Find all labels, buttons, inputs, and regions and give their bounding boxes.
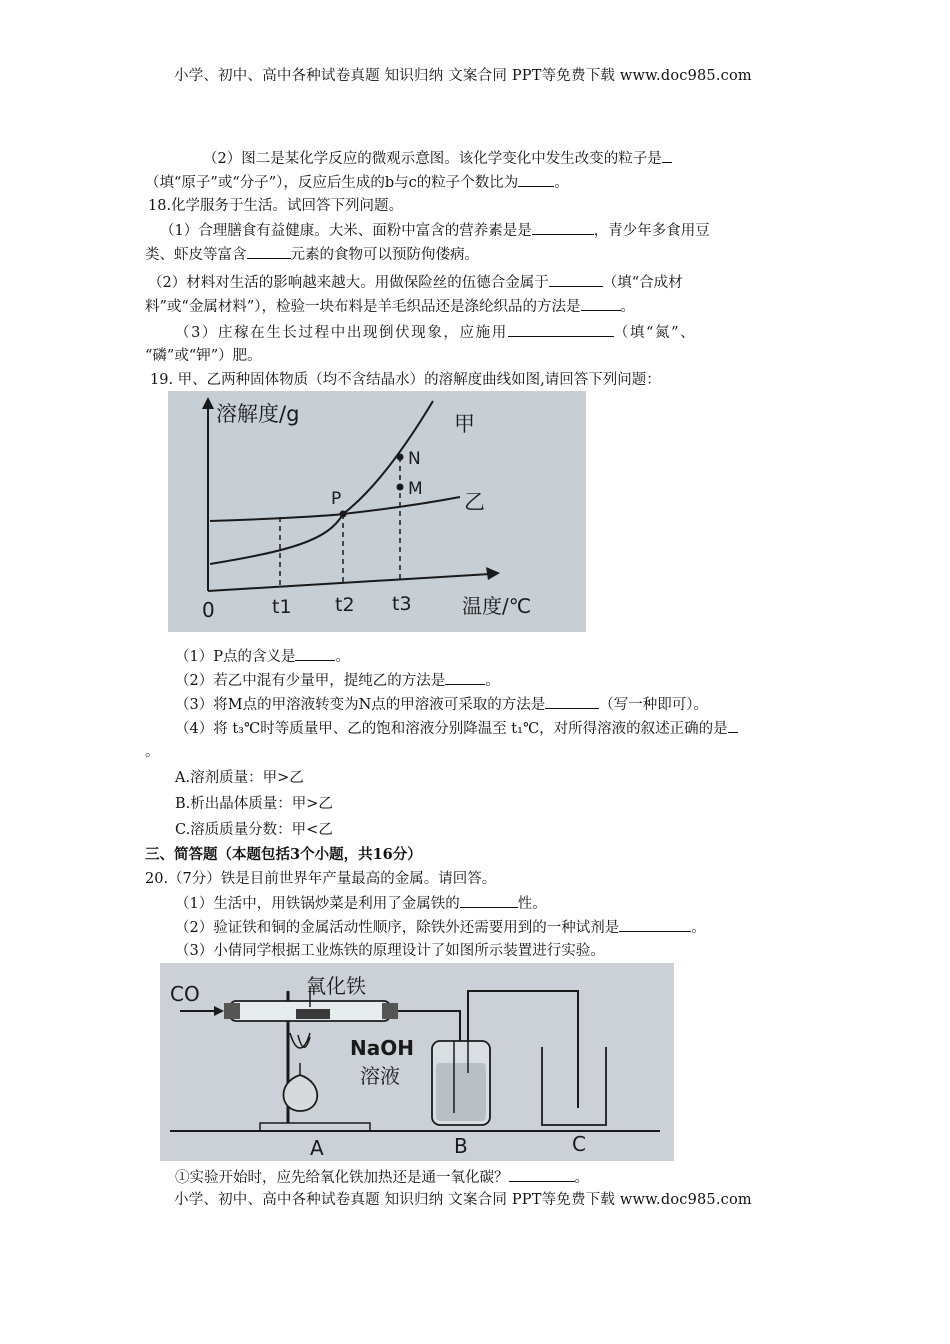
answer-blank[interactable] [549, 272, 603, 287]
label-C: C [572, 1132, 586, 1156]
x-axis-label: 温度/℃ [462, 594, 532, 618]
q19-title: 19. 甲、乙两种固体物质（均不含结晶水）的溶解度曲线如图,请回答下列问题： [150, 372, 661, 388]
legend-yi: 乙 [464, 490, 485, 514]
tick-label-t2: t2 [335, 594, 355, 616]
q20-s2-text: （2）验证铁和铜的金属活动性顺序，除铁外还需要用到的一种试剂是 [175, 920, 620, 936]
q19-s3-end: （写一种即可）。 [599, 697, 709, 713]
q18-p2-text-a: （2）材料对生活的影响越来越大。用做保险丝的伍德合金属于 [148, 275, 549, 291]
q18-p1-text-b: ，青少年多食用豆 [593, 223, 710, 239]
q19-s1 [175, 646, 350, 667]
answer-blank[interactable] [509, 1167, 575, 1182]
q19-s3 [175, 694, 708, 715]
q18-part2-line1 [148, 272, 683, 293]
page-header: 小学、初中、高中各种试卷真题 知识归纳 文案合同 PPT等免费下载 www.doc985.com [174, 68, 752, 84]
q19-option-a: A.溶剂质量：甲>乙 [175, 770, 304, 786]
answer-blank[interactable] [532, 220, 594, 235]
y-axis-label: 溶解度/g [216, 402, 300, 426]
q19-option-c: C.溶质质量分数：甲<乙 [175, 822, 333, 838]
point-M [397, 484, 404, 491]
label-B: B [454, 1134, 468, 1158]
q20-sub1 [175, 1167, 589, 1188]
q19-s4-end: 。 [145, 744, 160, 760]
q18-part3-line2: “磷”或“钾”）肥。 [145, 348, 262, 364]
q17-part2-text2: （填“原子”或“分子”），反应后生成的b与c的粒子个数比为 [145, 175, 519, 191]
q19-s1-end: 。 [335, 649, 350, 665]
q19-s4-text: （4）将 t₃℃时等质量甲、乙的饱和溶液分别降温至 t₁℃，对所得溶液的叙述正确的是 [175, 721, 728, 737]
q17-part2-line1 [203, 148, 672, 169]
q19-s4 [175, 718, 738, 739]
tick-label-t3: t3 [392, 593, 412, 615]
answer-blank[interactable] [247, 244, 291, 259]
q18-p1-text-c: 类、虾皮等富含 [145, 247, 247, 263]
q18-part2-line2 [145, 296, 635, 317]
label-P: P [331, 489, 342, 509]
q20-sub1-end: 。 [574, 1170, 589, 1186]
answer-blank[interactable] [460, 893, 518, 908]
answer-blank[interactable] [545, 694, 599, 709]
q19-s2-end: 。 [485, 673, 500, 689]
answer-blank[interactable] [728, 718, 738, 733]
q19-s2-text: （2）若乙中混有少量甲，提纯乙的方法是 [175, 673, 446, 689]
q17-part2-end: 。 [554, 175, 569, 191]
q19-s2 [175, 670, 500, 691]
q19-option-b: B.析出晶体质量：甲>乙 [175, 796, 333, 812]
q18-p2-text-c: 料”或“金属材料”），检验一块布料是羊毛织品还是涤纶织品的方法是 [145, 299, 581, 315]
q18-p3-text-b: （填“氮”、 [613, 325, 697, 341]
q20-s2-end: 。 [691, 920, 706, 936]
q18-part1-line2 [145, 244, 479, 265]
q18-p1-text-d: 元素的食物可以预防佝偻病。 [290, 247, 479, 263]
answer-blank[interactable] [518, 172, 554, 187]
page-footer: 小学、初中、高中各种试卷真题 知识归纳 文案合同 PPT等免费下载 www.doc985.com [174, 1192, 752, 1208]
answer-blank[interactable] [295, 646, 335, 661]
q19-s1-text: （1）P点的含义是 [175, 649, 296, 665]
q20-s1-text: （1）生活中，用铁锅炒菜是利用了金属铁的 [175, 896, 460, 912]
label-N: N [408, 449, 421, 469]
q17-part2-text1: （2）图二是某化学反应的微观示意图。该化学变化中发生改变的粒子是 [203, 151, 662, 167]
legend-jia: 甲 [454, 412, 475, 436]
label-A: A [310, 1136, 324, 1160]
co-label: CO [170, 982, 200, 1006]
apparatus-figure [160, 963, 674, 1161]
naoh-solution-label: 溶液 [360, 1064, 400, 1088]
q20-sub1-text: ①实验开始时，应先给氧化铁加热还是通一氧化碳？ [175, 1170, 509, 1186]
answer-blank[interactable] [662, 148, 672, 163]
q17-part2-line2 [145, 172, 569, 193]
q20-s2 [175, 917, 706, 938]
origin-label: 0 [202, 598, 215, 622]
q20-s1-end: 性。 [517, 896, 547, 912]
label-M: M [408, 479, 423, 499]
naoh-label: NaOH [350, 1036, 414, 1060]
q20-title: 20.（7分）铁是目前世界年产量最高的金属。请回答。 [145, 871, 497, 887]
point-P [340, 511, 347, 518]
q18-part1-line1 [160, 220, 710, 241]
section3-title: 三、简答题（本题包括3个小题，共16分） [145, 846, 422, 863]
iron-oxide-sample [296, 1009, 330, 1019]
q19-s3-text: （3）将M点的甲溶液转变为N点的甲溶液可采取的方法是 [175, 697, 546, 713]
q18-p2-text-b: （填“合成材 [602, 275, 683, 291]
q20-s1 [175, 893, 547, 914]
q18-p2-text-d: 。 [620, 299, 635, 315]
q18-p1-text-a: （1）合理膳食有益健康。大米、面粉中富含的营养素是是 [160, 223, 532, 239]
tick-label-t1: t1 [272, 596, 292, 618]
q18-p3-text-a: （3）庄稼在生长过程中出现倒伏现象，应施用 [175, 325, 508, 341]
iron-oxide-label: 氧化铁 [306, 974, 366, 998]
answer-blank[interactable] [581, 296, 621, 311]
point-N [397, 454, 404, 461]
q18-title: 18.化学服务于生活。试回答下列问题。 [148, 198, 404, 214]
solubility-chart [168, 391, 586, 632]
answer-blank[interactable] [508, 322, 614, 337]
q18-part3-line1 [175, 322, 696, 343]
solubility-chart-svg [168, 391, 586, 632]
answer-blank[interactable] [619, 917, 691, 932]
q20-s3: （3）小倩同学根据工业炼铁的原理设计了如图所示装置进行实验。 [175, 943, 605, 959]
answer-blank[interactable] [445, 670, 485, 685]
apparatus-svg [160, 963, 674, 1161]
